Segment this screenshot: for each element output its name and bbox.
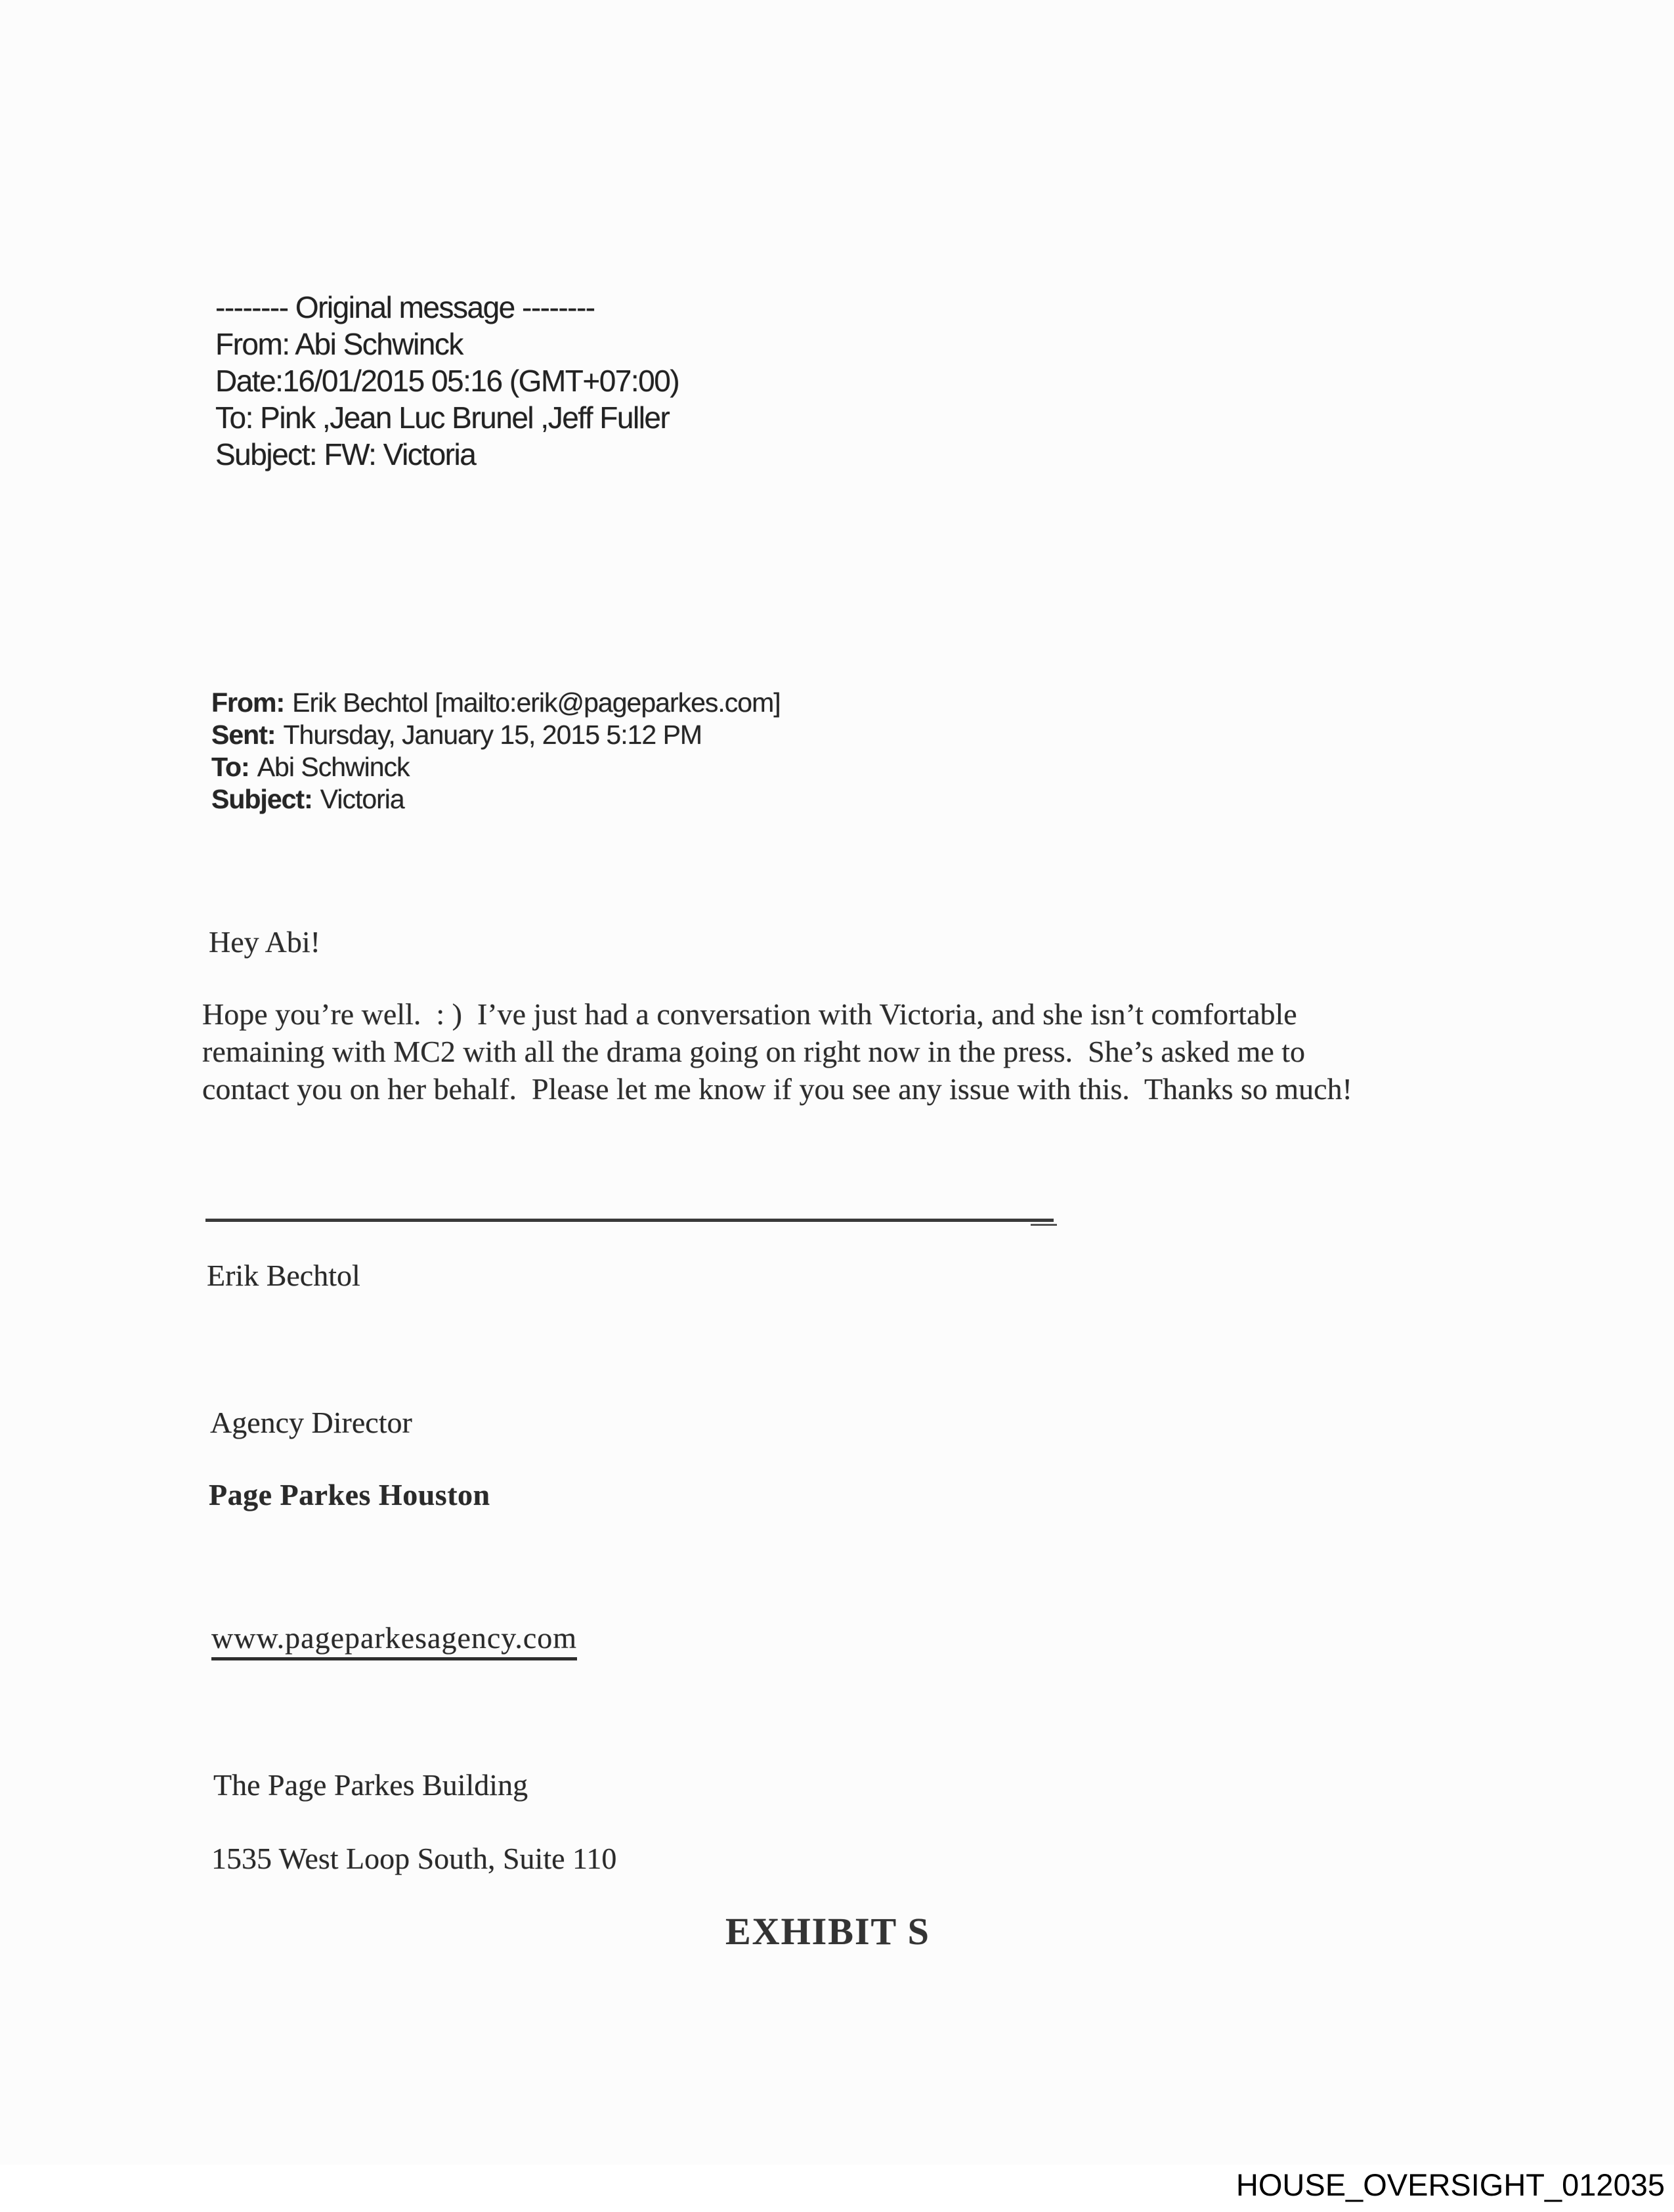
forward-header-block	[215, 289, 679, 473]
body-line-3: contact you on her behalf. Please let me know if you see any issue with this. Thanks so much!	[202, 1072, 1352, 1106]
sent-label: Sent:	[211, 720, 276, 750]
sent-value: Thursday, January 15, 2015 5:12 PM	[283, 720, 702, 750]
bates-number: HOUSE_OVERSIGHT_012035	[1235, 2167, 1665, 2202]
to-value: Abi Schwinck	[257, 752, 410, 782]
signature-divider-line	[205, 1219, 1054, 1222]
signature-building: The Page Parkes Building	[213, 1768, 528, 1802]
forward-to-line: To: Pink ,Jean Luc Brunel ,Jeff Fuller	[215, 401, 670, 435]
from-label: From:	[211, 687, 285, 718]
subject-value: Victoria	[320, 784, 404, 814]
from-value: Erik Bechtol [mailto:erik@pageparkes.com]	[292, 687, 781, 718]
body-line-1: Hope you’re well. : ) I’ve just had a conversation with Victoria, and she isn’t comfortable	[202, 997, 1297, 1031]
original-from-line	[211, 687, 781, 719]
original-header-block	[211, 687, 781, 815]
subject-label: Subject:	[211, 784, 312, 814]
forward-date-line: Date:16/01/2015 05:16 (GMT+07:00)	[215, 364, 679, 398]
body-line-2: remaining with MC2 with all the drama going on right now in the press. She’s asked me to	[202, 1035, 1306, 1068]
forward-from-line: From: Abi Schwinck	[215, 327, 463, 361]
original-sent-line	[211, 719, 781, 751]
body-paragraph	[202, 995, 1352, 1108]
signature-title: Agency Director	[210, 1406, 412, 1439]
signature-address: 1535 West Loop South, Suite 110	[211, 1842, 617, 1875]
original-message-separator: -------- Original message --------	[215, 290, 595, 324]
to-label: To:	[211, 752, 249, 782]
original-to-line	[211, 751, 781, 783]
signature-divider-artifact	[1031, 1224, 1057, 1226]
signature-company: Page Parkes Houston	[209, 1478, 490, 1511]
original-subject-line	[211, 783, 781, 815]
signature-name: Erik Bechtol	[207, 1259, 360, 1292]
signature-website-link: www.pageparkesagency.com	[211, 1620, 577, 1660]
exhibit-stamp: EXHIBIT S	[725, 1910, 930, 1953]
forward-subject-line: Subject: FW: Victoria	[215, 437, 476, 471]
greeting-text: Hey Abi!	[209, 925, 320, 959]
